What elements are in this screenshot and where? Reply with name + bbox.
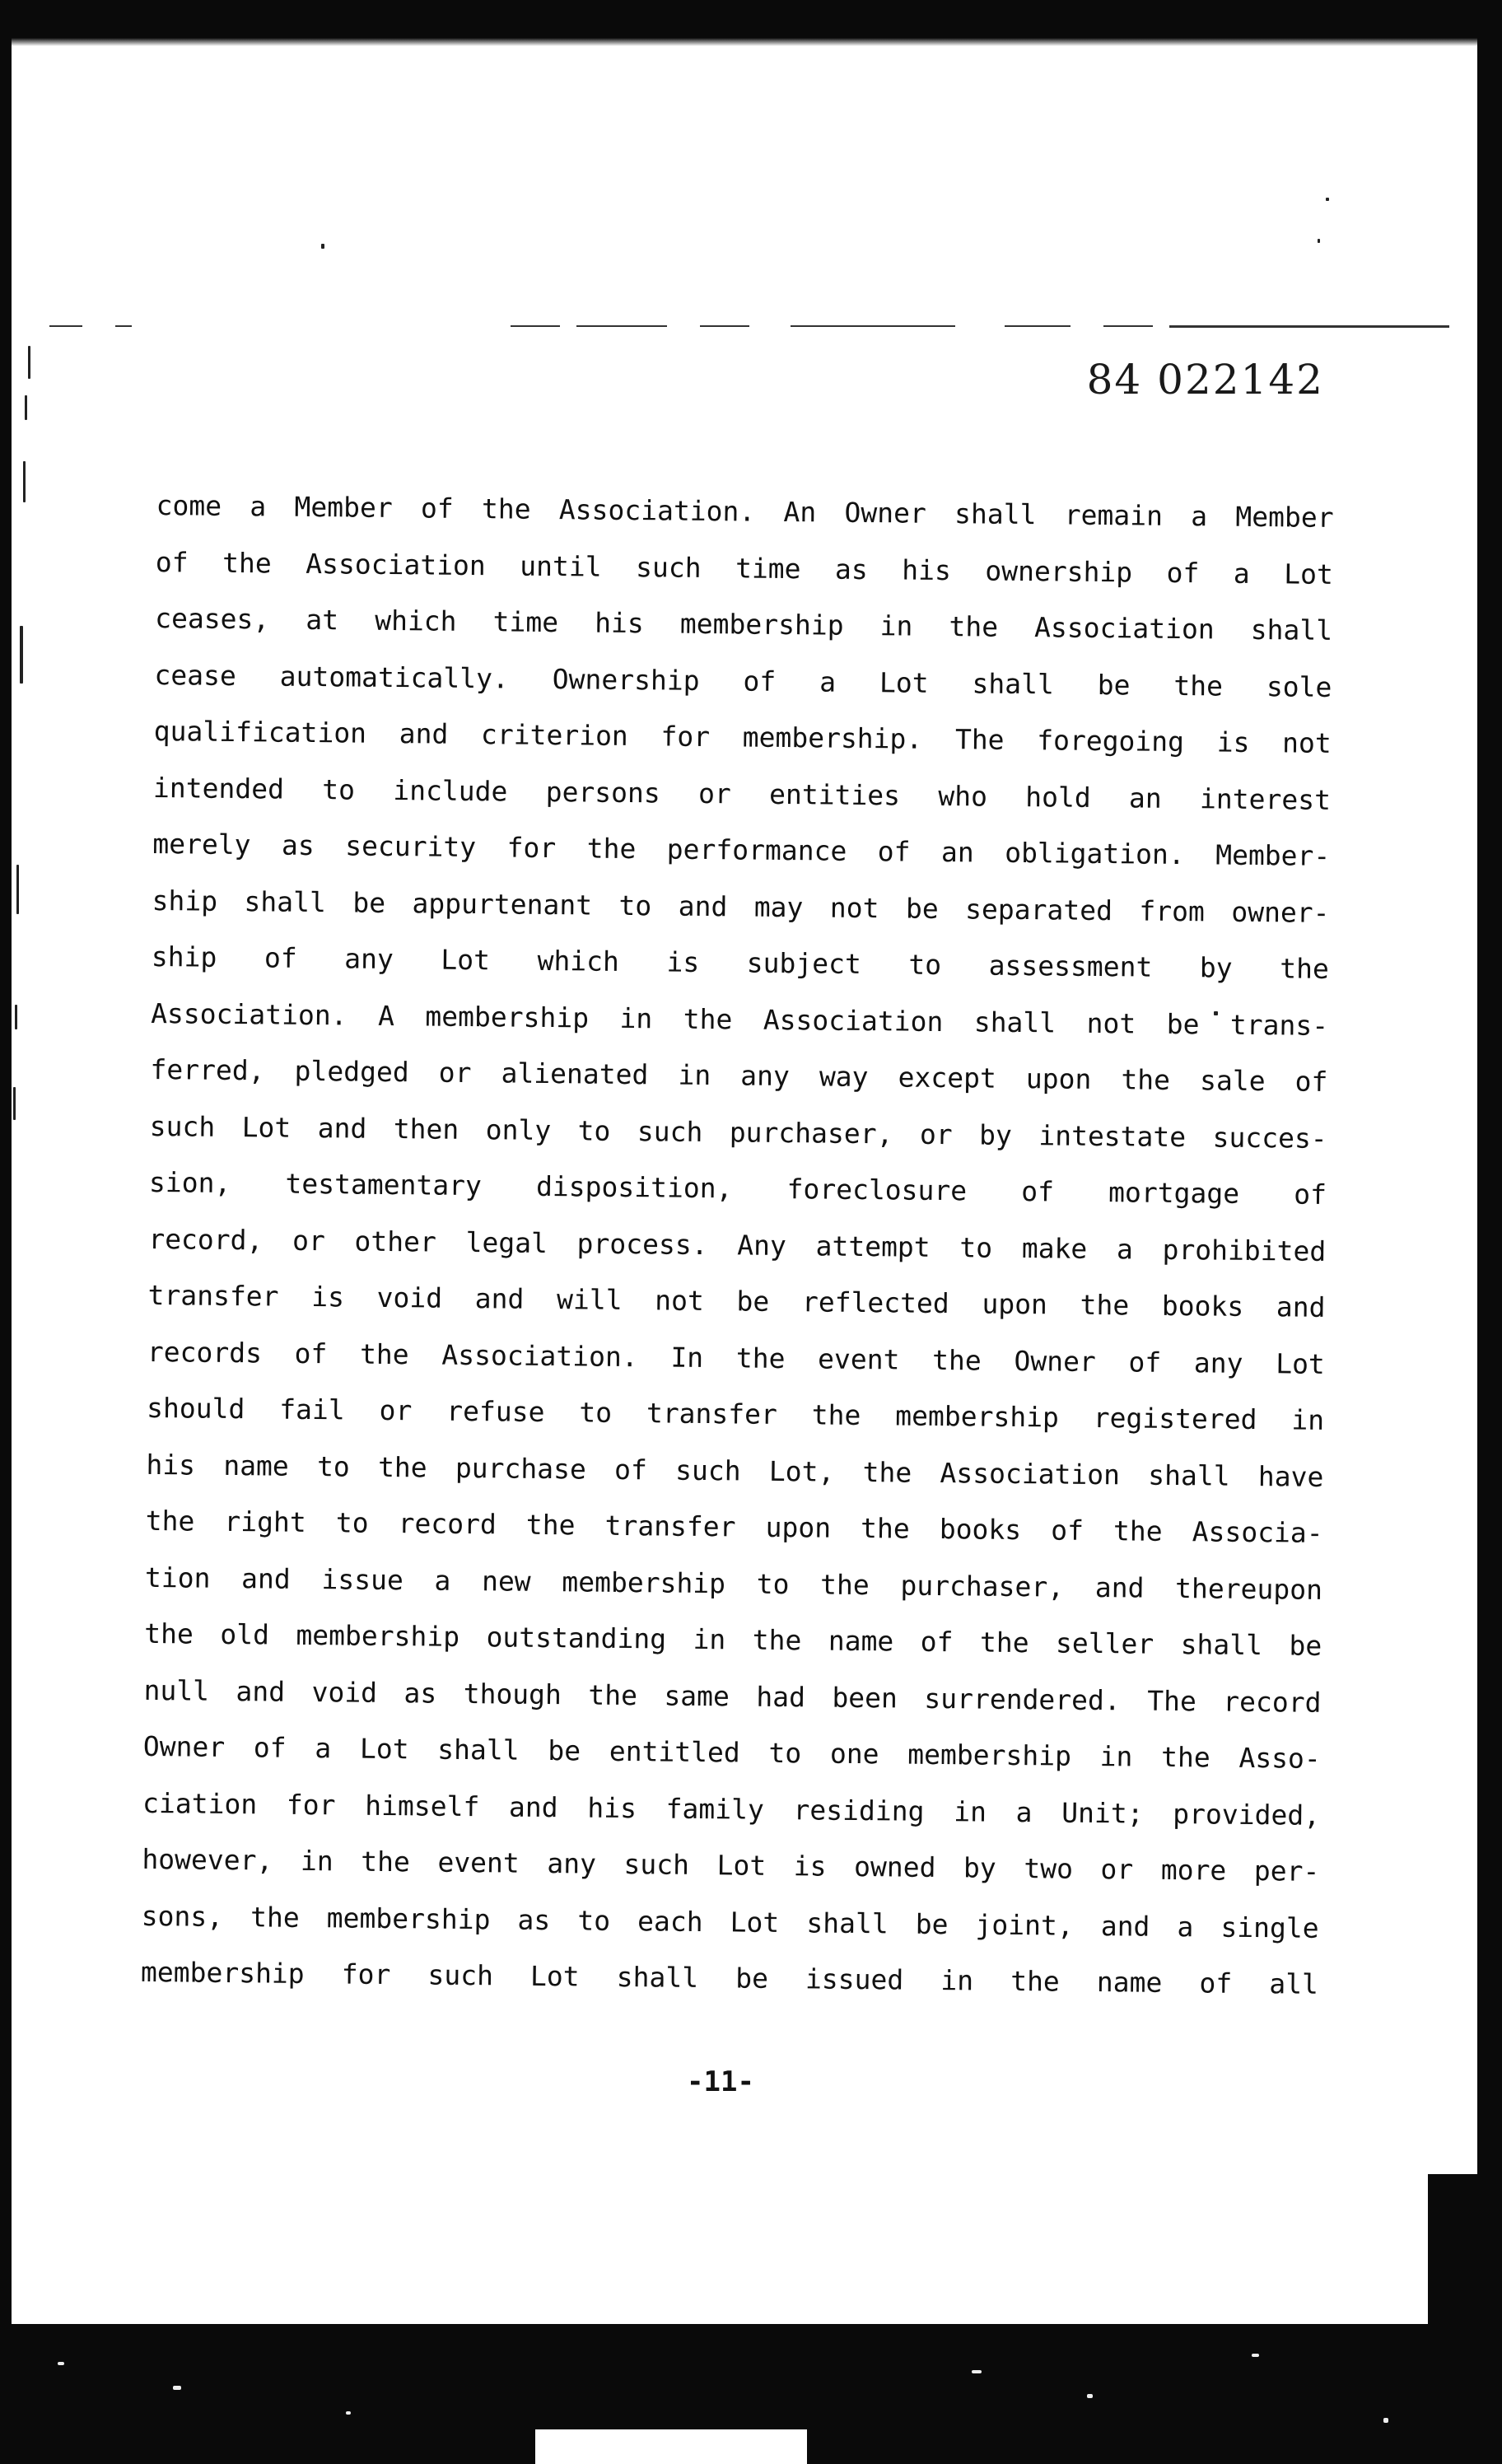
- text-line: membership for such Lot shall be issued in the name of all: [140, 1955, 1319, 2000]
- text-line: ferred, pledged or alienated in any way except upon the sale of: [150, 1052, 1328, 1098]
- text-line: ciation for himself and his family residing in a Unit; provided,: [142, 1786, 1321, 1832]
- scan-border-top: [0, 0, 1502, 43]
- body-text: [141, 478, 1334, 2013]
- text-line: sion, testamentary disposition, foreclosure of mortgage of: [148, 1165, 1327, 1211]
- text-line: tion and issue a new membership to the purchaser, and thereupon: [144, 1561, 1323, 1606]
- page-number: -11-: [687, 2065, 754, 2098]
- text-line: cease automatically. Ownership of a Lot shall be the sole: [154, 658, 1332, 703]
- text-line: record, or other legal process. Any attempt to make a prohibited: [148, 1222, 1327, 1267]
- scan-border-top-edge: [0, 38, 1502, 46]
- text-line: ship shall be appurtenant to and may not be separated from owner-: [152, 884, 1330, 929]
- text-line: the old membership outstanding in the name of the seller shall be: [144, 1617, 1322, 1662]
- text-line: intended to include persons or entities who hold an interest: [152, 771, 1332, 816]
- scan-artifact-line: [49, 323, 1449, 331]
- text-line: such Lot and then only to such purchaser, or by intestate succes-: [149, 1109, 1327, 1155]
- text-line: records of the Association. In the event the Owner of any Lot: [147, 1335, 1326, 1380]
- text-line: should fail or refuse to transfer the membership registered in: [146, 1391, 1325, 1436]
- text-line: Association. A membership in the Association shall not be trans-: [150, 996, 1329, 1042]
- text-line: however, in the event any such Lot is owned by two or more per-: [142, 1842, 1320, 1888]
- text-line: qualification and criterion for membership. The foregoing is not: [153, 714, 1332, 759]
- text-line: merely as security for the performance of an obligation. Member-: [152, 827, 1331, 872]
- scan-border-right: [1477, 0, 1502, 2464]
- text-line: sons, the membership as to each Lot shall be joint, and a single: [141, 1899, 1319, 1944]
- text-line: his name to the purchase of such Lot, the Association shall have: [146, 1448, 1324, 1493]
- text-line: transfer is void and will not be reflected upon the books and: [147, 1278, 1326, 1323]
- scan-bottom-tab: [535, 2429, 807, 2464]
- text-line: come a Member of the Association. An Owner shall remain a Member: [156, 488, 1334, 534]
- text-line: Owner of a Lot shall be entitled to one membership in the Asso-: [142, 1729, 1321, 1775]
- text-line: of the Association until such time as his ownership of a Lot: [155, 545, 1334, 590]
- text-line: ship of any Lot which is subject to assessment by the: [151, 940, 1330, 985]
- text-line: ceases, at which time his membership in the Association shall: [155, 601, 1333, 646]
- document-number: 84 022142: [1086, 356, 1324, 404]
- text-line: the right to record the transfer upon the books of the Associa-: [145, 1504, 1323, 1549]
- text-line: null and void as though the same had been surrendered. The record: [143, 1673, 1322, 1719]
